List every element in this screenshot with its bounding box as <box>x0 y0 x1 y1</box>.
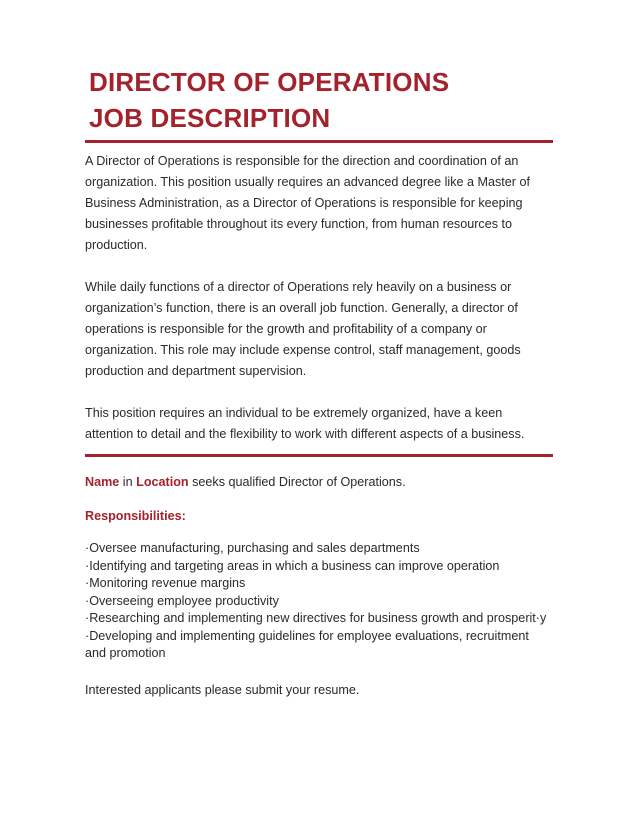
posting-rest: seeks qualified Director of Operations. <box>188 475 406 489</box>
title-line-1: DIRECTOR OF OPERATIONS <box>89 67 450 97</box>
intro-section <box>85 151 553 445</box>
list-item: ·Identifying and targeting areas in which a business can improve operation <box>85 558 500 573</box>
list-item: ·Researching and implementing new directives for business growth and prosperit·y <box>85 611 547 625</box>
location-placeholder: Location <box>136 475 189 489</box>
job-description-page <box>85 64 553 701</box>
list-item: ·Oversee manufacturing, purchasing and sales departments <box>85 541 420 555</box>
intro-paragraph-2: While daily functions of a director of Operations rely heavily on a business or organization’s function, there is an overall job function. Generally, a director of operations is responsible for the growth and profitability of a company or organization. This role may include expense control, staff management, goods production and department supervision. <box>85 280 521 378</box>
page-title <box>85 64 553 136</box>
responsibilities-heading: Responsibilities: <box>85 509 186 523</box>
intro-paragraph-3: This position requires an individual to be extremely organized, have a keen attention to detail and the flexibility to work with different aspects of a business. <box>85 406 525 441</box>
list-item: ·Monitoring revenue margins <box>85 576 246 590</box>
title-divider <box>85 140 553 143</box>
title-line-2: JOB DESCRIPTION <box>89 103 331 133</box>
closing-note: Interested applicants please submit your resume. <box>85 682 360 697</box>
posting-line <box>85 472 553 493</box>
responsibilities-list <box>85 540 553 663</box>
intro-paragraph-1: A Director of Operations is responsible for the direction and coordination of an organization. This position usually requires an advanced degree like a Master of Business Administration, as a Director of Operations is responsible for keeping businesses profitable throughout its every function, from human resources to production. <box>85 154 531 252</box>
section-divider <box>85 454 553 457</box>
in-word: in <box>119 475 137 489</box>
list-item: ·Overseeing employee productivity <box>85 593 279 608</box>
name-placeholder: Name <box>85 475 120 489</box>
posting-section <box>85 472 553 701</box>
list-item: ·Developing and implementing guidelines for employee evaluations, recruitment and promotion <box>85 628 529 660</box>
